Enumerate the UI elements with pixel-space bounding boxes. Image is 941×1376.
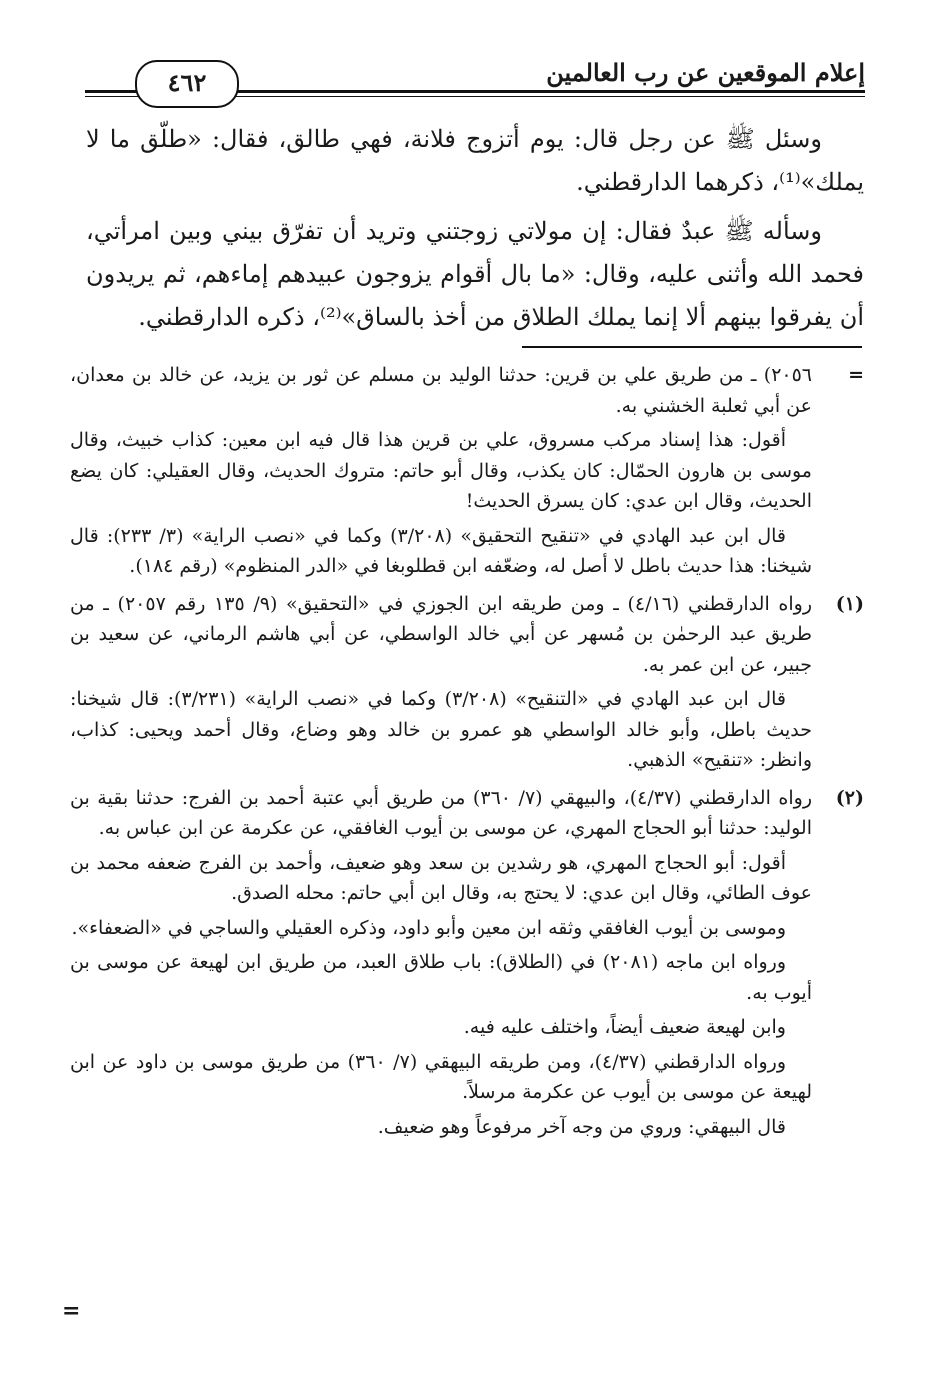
footnote-paragraph: رواه الدارقطني (٤/٣٧)، والبيهقي (٧/ ٣٦٠) من طريق أبي عتبة أحمد بن الفرج: حدثنا بقية بن الوليد: حدثنا أبو الحجاج المهري، عن موسى بن أيوب الغافقي، عن عكرمة عن ابن عباس به.	[70, 786, 813, 839]
footnote-paragraph: أقول: أبو الحجاج المهري، هو رشدين بن سعد وهو ضعيف، وأحمد بن الفرج ضعفه محمد بن عوف الطائي، وقال ابن عدي: لا يحتج به، وقال ابن أبي حاتم: محله الصدق.	[70, 851, 812, 904]
body-paragraph: وسأله ﷺ عبدٌ فقال: إن مولاتي زوجتني وتريد أن تفرّق بيني وبين امرأتي، فحمد الله وأثنى عليه، وقال: «ما بال أقوام يزوجون عبيدهم إماءهم، ثم يريدون أن يفرقوا بينهم ألا إنما يملك الطلاق من أخذ بالساق»⁽²⁾، ذكره الدارقطني.	[86, 217, 864, 331]
continuation-mark: =	[62, 1298, 81, 1324]
footnote-mark: (٢)	[835, 786, 864, 809]
footnote-paragraph: ورواه ابن ماجه (٢٠٨١) في (الطلاق): باب طلاق العبد، من طريق ابن لهيعة عن موسى بن أيوب به.	[70, 951, 812, 1004]
main-text	[86, 118, 864, 345]
footnotes	[70, 360, 870, 1149]
footnote-paragraph: قال البيهقي: وروي من وجه آخر مرفوعاً وهو ضعيف.	[377, 1115, 786, 1138]
footnote-paragraph: قال ابن عبد الهادي في «تنقيح التحقيق» (٣/٢٠٨) وكما في «نصب الراية» (٣/ ٢٣٣): قال شيخنا: هذا حديث باطل لا أصل له، وضعّفه ابن قطلوبغا في «الدر المنظوم» (رقم ١٨٤).	[70, 524, 812, 577]
footnote-paragraph: أقول: هذا إسناد مركب مسروق، علي بن قرين هذا قال فيه ابن معين: كذاب خبيث، وقال موسى بن هارون الحمّال: كان يكذب، وقال أبو حاتم: متروك الحديث، وقال العقيلي: كان يضع الحديث، وقال ابن عدي: كان يسرق الحديث!	[70, 429, 812, 512]
footnote-paragraph: قال ابن عبد الهادي في «التنقيح» (٣/٢٠٨) وكما في «نصب الراية» (٣/٢٣١): قال شيخنا: حديث باطل، وأبو خالد الواسطي هو عمرو بن خالد وهو وضاع، وقال أحمد ويحيى: كذاب، وانظر: «تنقيح» الذهبي.	[70, 688, 812, 771]
footnote-continued	[70, 360, 870, 586]
page-header	[85, 48, 865, 108]
footnote-paragraph: ٢٠٥٦) ـ من طريق علي بن قرين: حدثنا الوليد بن مسلم عن ثور بن يزيد، عن خالد بن معدان، عن أبي ثعلبة الخشني به.	[70, 364, 813, 417]
footnote-paragraph: وموسى بن أيوب الغافقي وثقه ابن معين وأبو داود، وذكره العقيلي والساجي في «الضعفاء».	[71, 916, 786, 939]
footnote-paragraph: ورواه الدارقطني (٤/٣٧)، ومن طريقه البيهقي (٧/ ٣٦٠) من طريق موسى بن داود عن ابن لهيعة عن موسى بن أيوب عن عكرمة مرسلاً.	[70, 1050, 812, 1103]
footnote-mark: =	[848, 364, 864, 386]
footnote-2	[70, 783, 870, 1147]
running-title: إعلام الموقعين عن رب العالمين	[546, 58, 865, 87]
footnote-paragraph: وابن لهيعة ضعيف أيضاً، واختلف عليه فيه.	[463, 1016, 786, 1038]
footnote-1	[70, 589, 870, 780]
footnote-paragraph: رواه الدارقطني (٤/١٦) ـ ومن طريقه ابن الجوزي في «التحقيق» (٩/ ١٣٥ رقم ٢٠٥٧) ـ من طريق عبد الرحمٰن بن مُسهر عن أبي خالد الواسطي، عن أبي هاشم الرماني، عن سعيد بن جبير، عن ابن عمر به.	[70, 592, 812, 676]
footnote-separator	[522, 346, 862, 348]
page-number: ٤٦٢	[135, 60, 239, 108]
body-paragraph: وسئل ﷺ عن رجل قال: يوم أتزوج فلانة، فهي طالق، فقال: «طلّق ما لا يملك»⁽¹⁾، ذكرهما الدارقطني.	[86, 125, 864, 196]
footnote-mark: (١)	[835, 592, 864, 615]
